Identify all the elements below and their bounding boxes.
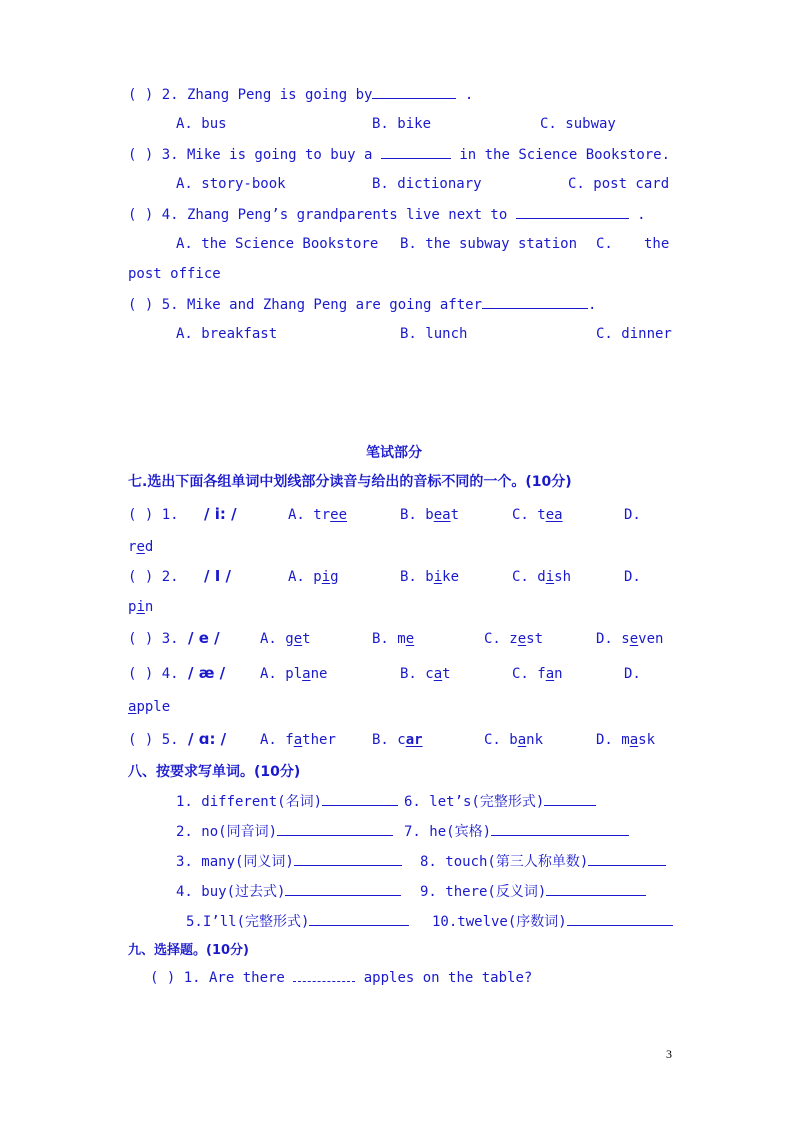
question-3: ( ) 3. Mike is going to buy a in the Science Bookstore. bbox=[128, 147, 671, 163]
part8-item-4: 4. buy(过去式) bbox=[176, 882, 401, 901]
part7-q2-option-c: C. dish bbox=[512, 569, 572, 585]
part7-q2-option-d: D. bbox=[624, 569, 641, 585]
part8-item-8: 8. touch(第三人称单数) bbox=[420, 852, 666, 871]
part7-q4-option-d: D. bbox=[624, 666, 641, 682]
part7-q4-option-c: C. fan bbox=[512, 666, 563, 682]
answer-blank[interactable] bbox=[294, 852, 402, 866]
part7-q4-phonetic: / æ / bbox=[188, 664, 226, 682]
option-b: B. the subway station bbox=[400, 236, 578, 252]
part7-q4-option-b: B. cat bbox=[400, 666, 451, 682]
option-b: B. lunch bbox=[400, 326, 468, 342]
option-a: A. breakfast bbox=[176, 326, 278, 342]
part7-q3-option-b: B. me bbox=[372, 631, 415, 647]
part7-q4-option-d-word: apple bbox=[128, 699, 171, 715]
answer-blank[interactable] bbox=[309, 912, 409, 926]
question-4: ( ) 4. Zhang Peng’s grandparents live next to . bbox=[128, 207, 646, 223]
question-2: ( ) 2. Zhang Peng is going by . bbox=[128, 87, 474, 103]
part7-q3-phonetic: / e / bbox=[188, 629, 220, 647]
part7-q3-option-d: D. seven bbox=[596, 631, 664, 647]
part7-q4-number: ( ) 4. bbox=[128, 666, 179, 682]
answer-blank[interactable] bbox=[372, 85, 456, 99]
answer-blank[interactable] bbox=[482, 295, 588, 309]
part7-q1-option-c: C. tea bbox=[512, 507, 563, 523]
part7-q2-number: ( ) 2. bbox=[128, 569, 179, 585]
option-c: C. post card bbox=[568, 176, 670, 192]
part7-q5-number: ( ) 5. bbox=[128, 732, 179, 748]
answer-blank[interactable] bbox=[546, 882, 646, 896]
part7-q2-option-b: B. bike bbox=[400, 569, 460, 585]
part7-q1-option-d: D. bbox=[624, 507, 641, 523]
part8-item-3: 3. many(同义词) bbox=[176, 852, 402, 871]
part8-item-1: 1. different(名词) bbox=[176, 792, 398, 811]
option-c: C. subway bbox=[540, 116, 616, 132]
answer-blank[interactable] bbox=[293, 968, 355, 982]
part8-item-2: 2. no(同音词) bbox=[176, 822, 393, 841]
part7-q1-option-d-word: red bbox=[128, 539, 154, 555]
part7-q5-option-b: B. car bbox=[372, 732, 423, 748]
answer-blank[interactable] bbox=[567, 912, 673, 926]
option-b: B. dictionary bbox=[372, 176, 482, 192]
part8-title: 八、按要求写单词。(10分) bbox=[128, 764, 301, 780]
option-c: C. dinner bbox=[596, 326, 672, 342]
part7-q1-number: ( ) 1. bbox=[128, 507, 179, 523]
part8-item-7: 7. he(宾格) bbox=[404, 822, 629, 841]
option-c-continued: post office bbox=[128, 266, 221, 282]
part7-q3-number: ( ) 3. bbox=[128, 631, 179, 647]
answer-blank[interactable] bbox=[516, 205, 629, 219]
option-a: A. story-book bbox=[176, 176, 286, 192]
answer-blank[interactable] bbox=[544, 792, 596, 806]
part7-q1-option-b: B. beat bbox=[400, 507, 460, 523]
part7-q3-option-c: C. zest bbox=[484, 631, 544, 647]
part7-q2-option-a: A. pig bbox=[288, 569, 339, 585]
section-title: 笔试部分 bbox=[366, 445, 422, 461]
option-a: A. bus bbox=[176, 116, 227, 132]
part9-title: 九、选择题。(10分) bbox=[128, 943, 249, 958]
part8-item-9: 9. there(反义词) bbox=[420, 882, 646, 901]
part7-q5-option-a: A. father bbox=[260, 732, 336, 748]
answer-blank[interactable] bbox=[322, 792, 398, 806]
option-b: B. bike bbox=[372, 116, 432, 132]
part7-q4-option-a: A. plane bbox=[260, 666, 328, 682]
answer-blank[interactable] bbox=[588, 852, 666, 866]
part8-item-5: 5.I’ll(完整形式) bbox=[186, 912, 409, 931]
option-c: C. bbox=[596, 236, 613, 252]
answer-blank[interactable] bbox=[381, 145, 451, 159]
question-5: ( ) 5. Mike and Zhang Peng are going after . bbox=[128, 297, 597, 313]
part8-item-10: 10.twelve(序数词) bbox=[432, 912, 673, 931]
part7-title: 七.选出下面各组单词中划线部分读音与给出的音标不同的一个。(10分) bbox=[128, 474, 572, 490]
answer-blank[interactable] bbox=[491, 822, 629, 836]
page-number: 3 bbox=[666, 1047, 672, 1061]
part7-q3-option-a: A. get bbox=[260, 631, 311, 647]
answer-blank[interactable] bbox=[277, 822, 393, 836]
part7-q1-phonetic: / i: / bbox=[204, 505, 237, 523]
part7-q5-option-c: C. bank bbox=[484, 732, 544, 748]
answer-blank[interactable] bbox=[285, 882, 401, 896]
part8-item-6: 6. let’s(完整形式) bbox=[404, 792, 596, 811]
part9-question-1: ( ) 1. Are there apples on the table? bbox=[150, 970, 533, 986]
part7-q2-phonetic: / I / bbox=[204, 567, 231, 585]
option-c-word: the bbox=[644, 236, 670, 252]
option-a: A. the Science Bookstore bbox=[176, 236, 379, 252]
part7-q2-option-d-word: pin bbox=[128, 599, 154, 615]
part7-q5-phonetic: / ɑ: / bbox=[188, 730, 227, 748]
part7-q1-option-a: A. tree bbox=[288, 507, 348, 523]
part7-q5-option-d: D. mask bbox=[596, 732, 656, 748]
